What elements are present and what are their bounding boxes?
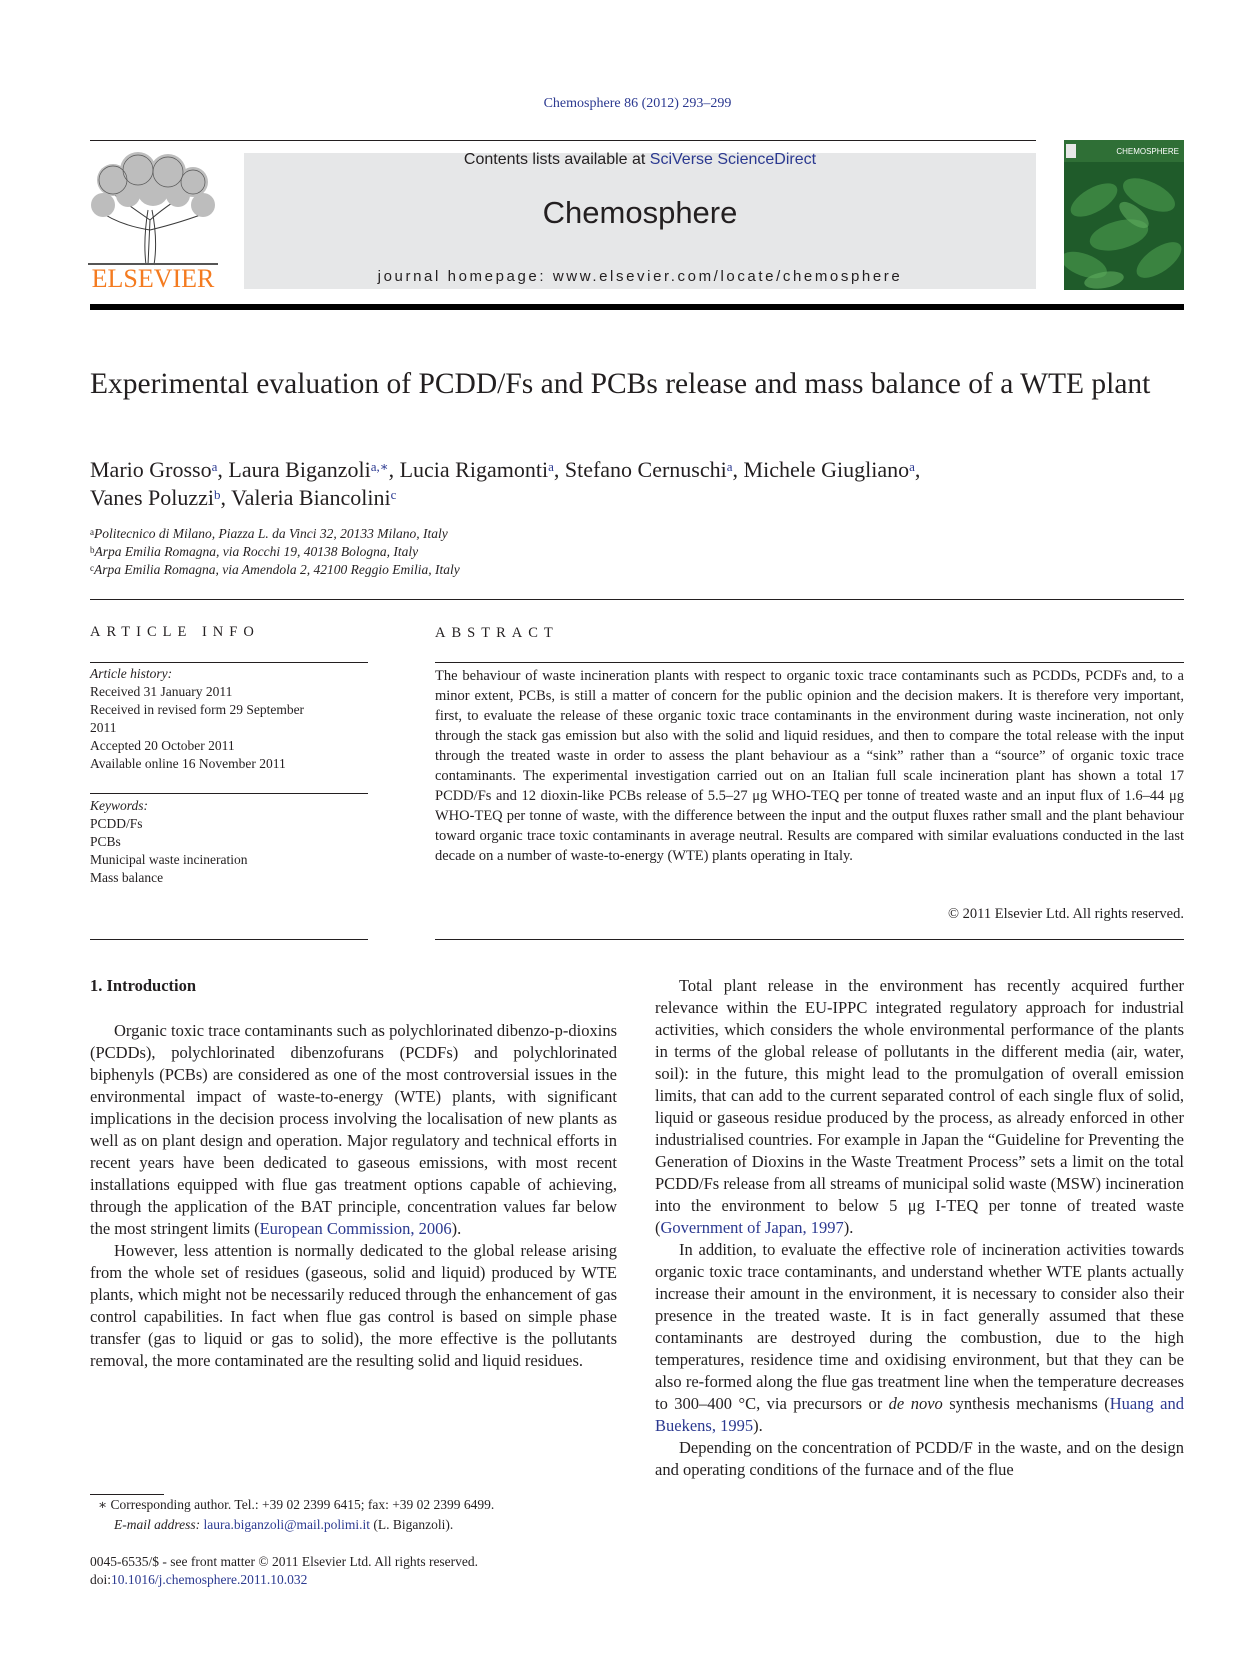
header-rule [90,140,1036,141]
abstract-text: The behaviour of waste incineration plants with respect to organic toxic trace contaminants such as PCDDs, PCDFs and, to a minor extent, PCBs, is still a matter of concern for the public opinion and the decision makers. It is therefore very important, first, to evaluate the release of these organic toxic trace contaminants in the environment during waste incineration, not only through the stack gas emission but also with the solid and liquid residues, and then to compare the total release with the input through the treated waste in order to assess the plant behaviour as a “sink” rather than a “source” of organic toxic trace contaminants. The experimental investigation carried out on an Italian full scale incineration plant has shown a total 17 PCDD/Fs and 12 dioxin-like PCBs release of 5.5–27 μg WHO-TEQ per tonne of treated waste and an input flux of 1.6–44 μg WHO-TEQ per tonne of waste, with the difference between the input and the output fluxes rather small and the plant behaviour toward organic trace toxic contaminants in average neutral. Results are compared with similar evaluations conducted in the last decade on a number of waste-to-energy (WTE) plants operating in Italy. [435,668,1184,864]
sciencedirect-link[interactable]: SciVerse ScienceDirect [649,151,817,168]
author-name[interactable]: Valeria Biancolini [231,485,391,510]
history-item: Available online 16 November 2011 [90,756,286,771]
author-affiliation-mark[interactable]: a [548,459,554,474]
journal-cover-image [1064,140,1184,290]
body-paragraph: Depending on the concentration of PCDD/F in the waste, and on the design and operating conditions of the furnace and of the flue [655,1438,1184,1479]
front-matter-line: 0045-6535/$ - see front matter © 2011 Elsevier Ltd. All rights reserved. [90,1554,479,1569]
author-affiliation-mark[interactable]: a,∗ [370,459,389,474]
affiliation-list [90,525,790,579]
affiliation: $^c$Arpa Emilia Romagna, via Amendola 2, 42100 Reggio Emilia, Italy [90,562,460,577]
issn-block [90,1553,630,1589]
keywords [90,797,368,887]
abstract-heading: ABSTRACT [435,625,559,641]
article-info-rule [90,662,368,663]
email-link[interactable]: laura.biganzoli@mail.polimi.it [203,1517,371,1532]
author-name[interactable]: Vanes Poluzzi [90,485,215,510]
body-paragraph: However, less attention is normally dedicated to the global release arising from the whole set of residues (gaseous, solid and liquid) produced by WTE plants, which might not be necessarily reduced through the enhancement of gas control capabilities. In fact when flue gas control is based on simple phase transfer (gas to liquid or gas to solid), the more effective is the pollutants removal, the more contaminated are the resulting solid and liquid residues. [90,1241,617,1370]
doi-line: doi:10.1016/j.chemosphere.2011.10.032 [90,1572,308,1587]
body-paragraph: In addition, to evaluate the effective role of incineration activities towards organic toxic trace contaminants, and understand whether WTE plants actually increase their amount in the environment, it is necessary to consider also their presence in the treated waste. It is in fact generally assumed that these contaminants are destroyed during the combustion, due to the high temperatures, residence time and oxidising environment, but that they can be also re-formed along the flue gas treatment line when the temperature decreases to 300–400 °C, via precursors or de novo synthesis mechanisms (Huang and Buekens, 1995). [655,1240,1184,1435]
article-history [90,665,368,773]
author-affiliation-mark[interactable]: b [214,487,221,502]
section-rule [90,599,1184,600]
body-column-left [90,1020,617,1372]
journal-homepage[interactable]: journal homepage: www.elsevier.com/locate/chemosphere [377,268,903,285]
keyword: Mass balance [90,870,164,885]
author-name[interactable]: Mario Grosso [90,457,212,482]
body-paragraph: Total plant release in the environment has recently acquired further relevance within the EU-IPPC integrated regulatory approach for industrial activities, which considers the whole environmental performance of the plants in terms of the global release of pollutants in the different media (air, water, soil): in the future, this might lead to the promulgation of overall emission limits, that can add to the current separated control of each single flux of solid, liquid or gaseous residue produced by the process, as already enforced in other industrialised countries. For example in Japan the “Guideline for Preventing the Generation of Dioxins in the Waste Treatment Process” sets a limit on the total PCDD/Fs release from all streams of municipal solid waste (MSW) incineration into the environment to below 5 μg I-TEQ per tonne of treated waste (Government of Japan, 1997). [655,976,1184,1237]
author-name[interactable]: Michele Giugliano [743,457,910,482]
keyword: PCBs [90,834,121,849]
doi-link[interactable]: 10.1016/j.chemosphere.2011.10.032 [111,1572,308,1587]
history-item: Received in revised form 29 September [90,702,305,717]
keyword: PCDD/Fs [90,816,143,831]
article-info-rule [90,793,368,794]
author-name[interactable]: Lucia Rigamonti [399,457,549,482]
contents-prefix: Contents lists available at [463,151,650,168]
citation-link[interactable]: Government of Japan, 1997 [660,1218,844,1237]
abstract-copyright: © 2011 Elsevier Ltd. All rights reserved. [948,906,1184,922]
citation-link[interactable]: European Commission, 2006 [259,1219,452,1238]
citation-link[interactable]: Huang and Buekens, 1995 [655,1394,1184,1435]
history-item: Accepted 20 October 2011 [90,738,235,753]
svg-text:CHEMOSPHERE: CHEMOSPHERE [1116,147,1179,156]
section-heading-introduction: 1. Introduction [90,976,197,995]
body-paragraph: Organic toxic trace contaminants such as polychlorinated dibenzo-p-dioxins (PCDDs), polychlorinated dibenzofurans (PCDFs) and polychlorinated biphenyls (PCBs) are considered as one of the most controversial issues in the environmental impact of waste-to-energy (WTE) plants, with significant implications in the decision process involving the localisation of new plants as well as on plant design and operation. Major regulatory and technical efforts in recent years have been dedicated to gaseous emissions, with most recent installations equipped with flue gas treatment options capable of achieving, through the application of the BAT principle, concentration values far below the most stringent limits (European Commission, 2006). [90,1021,617,1238]
keywords-label: Keywords: [90,798,148,813]
author-affiliation-mark[interactable]: a [211,459,218,474]
affiliation: $^b$Arpa Emilia Romagna, via Rocchi 19, 40138 Bologna, Italy [90,544,419,559]
keyword: Municipal waste incineration [90,852,248,867]
affiliation: $^a$Politecnico di Milano, Piazza L. da Vinci 32, 20133 Milano, Italy [90,526,448,541]
history-item: 2011 [90,720,117,735]
history-item: Received 31 January 2011 [90,684,233,699]
author-affiliation-mark[interactable]: c [390,487,397,502]
contents-line [0,151,1241,169]
author-list: Mario Grosso$^a$, Laura Biganzoli$^{a,∗}$, Lucia Rigamonti$^a$, Stefano Cernuschi$^a$, Michele Giugliano$^a$, Vanes Poluzzi$^b$, Valeria Biancolini$^c$ [90,457,921,510]
footnote-contact: ∗ Corresponding author. Tel.: +39 02 2399 6415; fax: +39 02 2399 6499. [98,1497,495,1512]
article-title: Experimental evaluation of PCDD/Fs and PCBs release and mass balance of a WTE plant [90,368,1151,400]
author-affiliation-mark[interactable]: a [909,459,915,474]
body-column-right [655,975,1184,1481]
article-info-heading: ARTICLE INFO [90,624,260,640]
article-info-rule [90,939,368,940]
author-name[interactable]: Laura Biganzoli [228,457,371,482]
abstract-rule [435,662,1184,663]
svg-text:ELSEVIER: ELSEVIER [91,264,215,292]
journal-reference-link[interactable]: Chemosphere 86 (2012) 293–299 [543,96,732,111]
footnote-email-line: E-mail address: laura.biganzoli@mail.polimi.it (L. Biganzoli). [114,1517,454,1532]
author-affiliation-mark[interactable]: a [726,459,733,474]
header-thick-rule [90,304,1184,310]
abstract-rule [435,939,1184,940]
journal-title: Chemosphere [542,195,738,230]
history-label: Article history: [90,666,173,681]
author-name[interactable]: Stefano Cernuschi [564,457,727,482]
corresponding-author-footnote [90,1495,630,1535]
